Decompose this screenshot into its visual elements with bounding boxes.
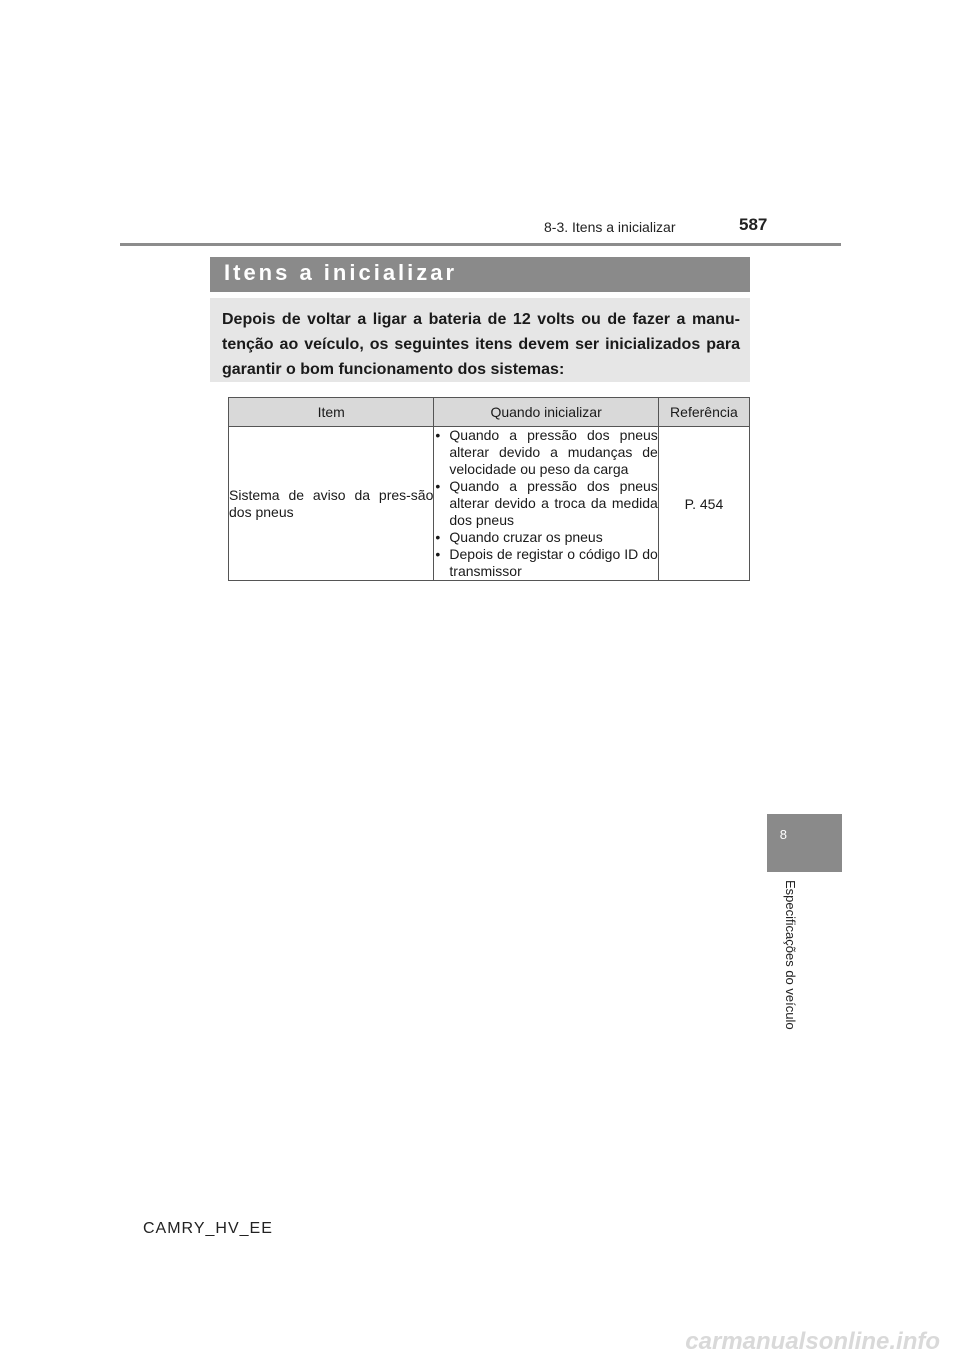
condition-text: Quando a pressão dos pneus alterar devido a mudanças de velocidade ou peso da carga xyxy=(449,427,658,477)
table-row xyxy=(229,427,750,581)
chapter-label-text: Especificações do veículo xyxy=(783,880,798,1030)
intro-box xyxy=(210,298,750,382)
initialization-table xyxy=(228,397,750,581)
condition-text: Quando a pressão dos pneus alterar devido a troca da medida dos pneus xyxy=(449,478,658,528)
conditions-list xyxy=(434,427,657,580)
list-item xyxy=(434,529,657,546)
column-header-item: Item xyxy=(229,398,434,427)
bullet-icon: • xyxy=(435,478,441,494)
column-header-reference: Referência xyxy=(658,398,749,427)
list-item xyxy=(434,546,657,580)
conditions-cell xyxy=(434,427,658,581)
bullet-icon: • xyxy=(435,427,441,443)
list-item xyxy=(434,478,657,529)
chapter-label xyxy=(783,880,803,1050)
condition-text: Depois de registar o código ID do transmissor xyxy=(449,546,658,579)
section-title: Itens a inicializar xyxy=(224,260,458,285)
section-breadcrumb: 8-3. Itens a inicializar xyxy=(544,219,676,235)
list-item xyxy=(434,427,657,478)
bullet-icon: • xyxy=(435,529,441,545)
table-header-row xyxy=(229,398,750,427)
item-cell: Sistema de aviso da pres-são dos pneus xyxy=(229,427,434,581)
reference-cell[interactable]: P. 454 xyxy=(658,427,749,581)
header-divider xyxy=(120,243,841,246)
condition-text: Quando cruzar os pneus xyxy=(449,529,603,545)
chapter-tab[interactable] xyxy=(767,814,842,872)
section-title-bar xyxy=(210,257,750,292)
chapter-number: 8 xyxy=(779,827,787,842)
column-header-when: Quando inicializar xyxy=(434,398,658,427)
bullet-icon: • xyxy=(435,546,441,562)
intro-text: Depois de voltar a ligar a bateria de 12 volts ou de fazer a manu-tenção ao veículo, os seguintes itens devem ser inicializados para garantir o bom funcionamento dos sistemas: xyxy=(222,311,740,378)
footer-code: CAMRY_HV_EE xyxy=(143,1220,273,1237)
watermark: carmanualsonline.info xyxy=(685,1328,940,1355)
page-number: 587 xyxy=(739,215,768,234)
